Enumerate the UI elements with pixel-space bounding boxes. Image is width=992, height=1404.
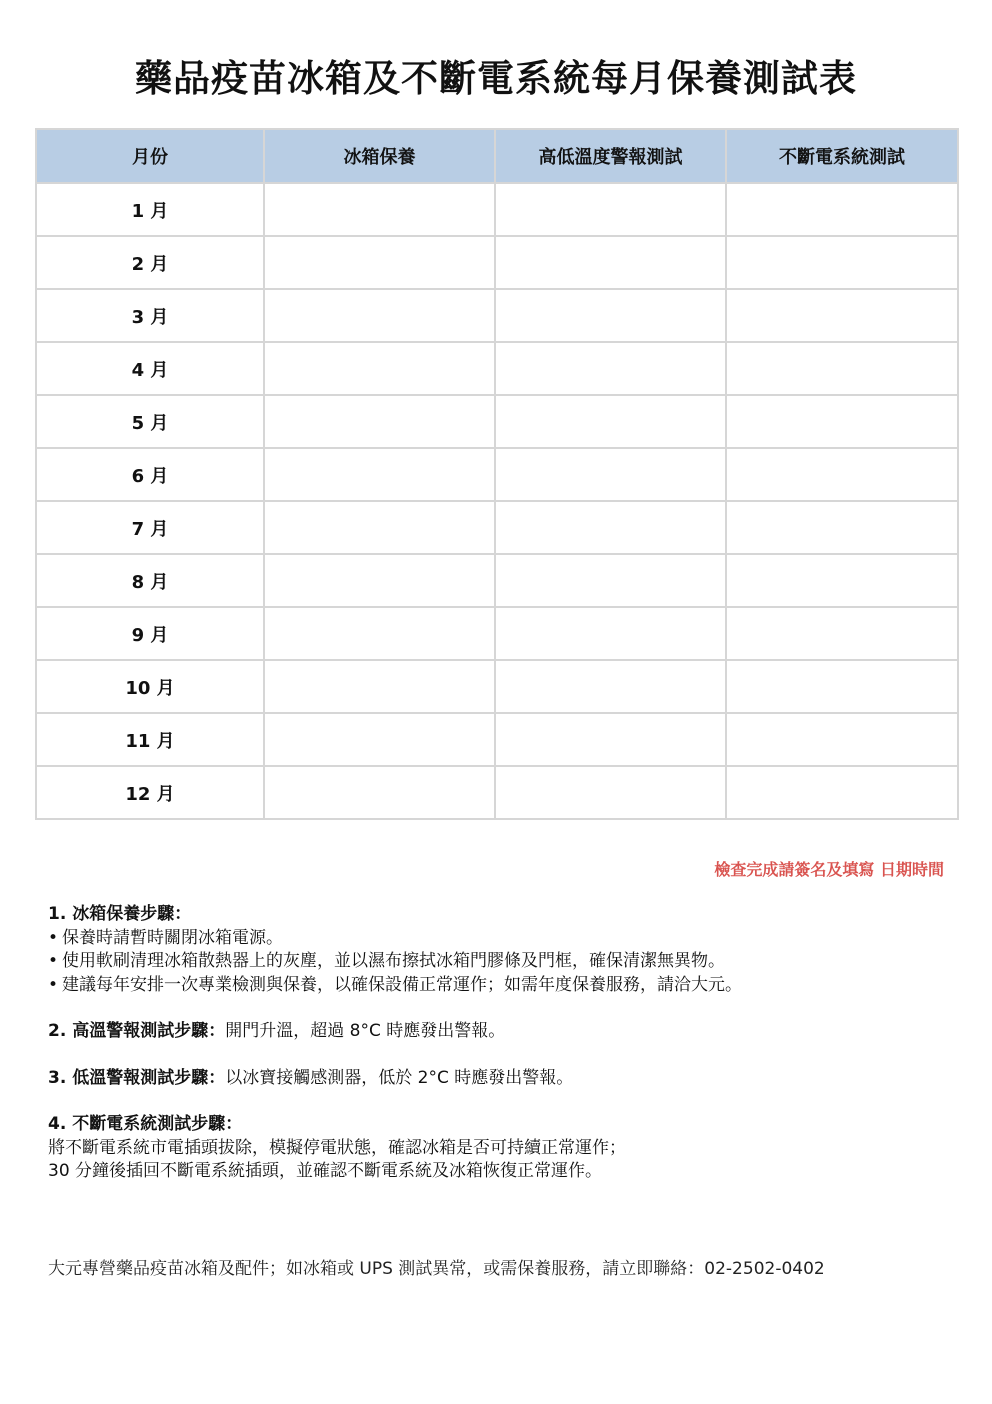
table-row	[36, 660, 958, 713]
ups-test-cell[interactable]	[726, 607, 958, 660]
step-3-text: 以冰寶接觸感測器，低於 2°C 時應發出警報。	[225, 1067, 574, 1088]
bullet-text: 保養時請暫時關閉冰箱電源。	[62, 927, 283, 948]
temp-alarm-test-cell[interactable]	[495, 554, 726, 607]
bullet-icon: •	[48, 951, 59, 971]
table-row	[36, 501, 958, 554]
month-cell: 11 月	[36, 713, 264, 766]
month-cell: 4 月	[36, 342, 264, 395]
table-row	[36, 766, 958, 819]
bullet-text: 建議每年安排一次專業檢測與保養，以確保設備正常運作；如需年度保養服務，請洽大元。	[62, 974, 742, 995]
fridge-maintenance-cell[interactable]	[264, 713, 495, 766]
header-temp-alarm-test: 高低溫度警報測試	[495, 129, 726, 183]
temp-alarm-test-cell[interactable]	[495, 183, 726, 236]
month-cell: 7 月	[36, 501, 264, 554]
step-4-line-2: 30 分鐘後插回不斷電系統插頭，並確認不斷電系統及冰箱恢復正常運作。	[48, 1161, 603, 1181]
ups-test-cell[interactable]	[726, 289, 958, 342]
ups-test-cell[interactable]	[726, 236, 958, 289]
temp-alarm-test-cell[interactable]	[495, 660, 726, 713]
step-3	[48, 1067, 948, 1091]
sign-note: 檢查完成請簽名及填寫 日期時間	[714, 860, 944, 879]
ups-test-cell[interactable]	[726, 183, 958, 236]
table-row	[36, 236, 958, 289]
fridge-maintenance-cell[interactable]	[264, 289, 495, 342]
fridge-maintenance-cell[interactable]	[264, 236, 495, 289]
ups-test-cell[interactable]	[726, 713, 958, 766]
month-cell: 2 月	[36, 236, 264, 289]
table-row	[36, 395, 958, 448]
temp-alarm-test-cell[interactable]	[495, 501, 726, 554]
table-row	[36, 448, 958, 501]
step-2-title: 2. 高溫警報測試步驟：	[48, 1021, 226, 1041]
fridge-maintenance-cell[interactable]	[264, 183, 495, 236]
steps-section	[48, 903, 948, 1184]
step-1	[48, 903, 948, 997]
month-cell: 8 月	[36, 554, 264, 607]
table-row	[36, 713, 958, 766]
table-row	[36, 342, 958, 395]
ups-test-cell[interactable]	[726, 448, 958, 501]
month-cell: 3 月	[36, 289, 264, 342]
step-2	[48, 1020, 948, 1044]
temp-alarm-test-cell[interactable]	[495, 342, 726, 395]
temp-alarm-test-cell[interactable]	[495, 607, 726, 660]
ups-test-cell[interactable]	[726, 660, 958, 713]
fridge-maintenance-cell[interactable]	[264, 607, 495, 660]
temp-alarm-test-cell[interactable]	[495, 289, 726, 342]
temp-alarm-test-cell[interactable]	[495, 448, 726, 501]
temp-alarm-test-cell[interactable]	[495, 766, 726, 819]
maintenance-table	[35, 128, 959, 820]
ups-test-cell[interactable]	[726, 501, 958, 554]
step-4	[48, 1113, 948, 1184]
table-row	[36, 183, 958, 236]
list-item	[48, 950, 948, 974]
table-row	[36, 607, 958, 660]
list-item	[48, 927, 948, 951]
page-title: 藥品疫苗冰箱及不斷電系統每月保養測試表	[135, 57, 857, 100]
month-cell: 6 月	[36, 448, 264, 501]
month-cell: 12 月	[36, 766, 264, 819]
temp-alarm-test-cell[interactable]	[495, 713, 726, 766]
list-item	[48, 974, 948, 998]
header-ups-test: 不斷電系統測試	[726, 129, 958, 183]
fridge-maintenance-cell[interactable]	[264, 554, 495, 607]
table-row	[36, 289, 958, 342]
step-2-text: 開門升溫，超過 8°C 時應發出警報。	[225, 1021, 506, 1041]
step-4-title: 4. 不斷電系統測試步驟：	[48, 1114, 243, 1134]
step-1-bullets	[48, 927, 948, 998]
bullet-text: 使用軟刷清理冰箱散熱器上的灰塵，並以濕布擦拭冰箱門膠條及門框，確保清潔無異物。	[62, 951, 725, 971]
month-cell: 9 月	[36, 607, 264, 660]
fridge-maintenance-cell[interactable]	[264, 342, 495, 395]
fridge-maintenance-cell[interactable]	[264, 501, 495, 554]
bullet-icon: •	[48, 974, 59, 995]
table-header-row	[36, 129, 958, 183]
fridge-maintenance-cell[interactable]	[264, 395, 495, 448]
temp-alarm-test-cell[interactable]	[495, 236, 726, 289]
month-cell: 1 月	[36, 183, 264, 236]
fridge-maintenance-cell[interactable]	[264, 660, 495, 713]
ups-test-cell[interactable]	[726, 342, 958, 395]
fridge-maintenance-cell[interactable]	[264, 766, 495, 819]
header-month: 月份	[36, 129, 264, 183]
step-3-title: 3. 低溫警報測試步驟：	[48, 1067, 226, 1088]
month-cell: 5 月	[36, 395, 264, 448]
footer-contact: 大元專營藥品疫苗冰箱及配件；如冰箱或 UPS 測試異常，或需保養服務，請立即聯絡：02-2502-0402	[48, 1259, 825, 1279]
step-4-line-1: 將不斷電系統市電插頭拔除，模擬停電狀態，確認冰箱是否可持續正常運作；	[48, 1137, 626, 1158]
fridge-maintenance-cell[interactable]	[264, 448, 495, 501]
month-cell: 10 月	[36, 660, 264, 713]
ups-test-cell[interactable]	[726, 766, 958, 819]
ups-test-cell[interactable]	[726, 554, 958, 607]
bullet-icon: •	[48, 927, 59, 948]
temp-alarm-test-cell[interactable]	[495, 395, 726, 448]
ups-test-cell[interactable]	[726, 395, 958, 448]
header-fridge-maintenance: 冰箱保養	[264, 129, 495, 183]
step-1-title: 1. 冰箱保養步驟：	[48, 904, 192, 924]
table-row	[36, 554, 958, 607]
